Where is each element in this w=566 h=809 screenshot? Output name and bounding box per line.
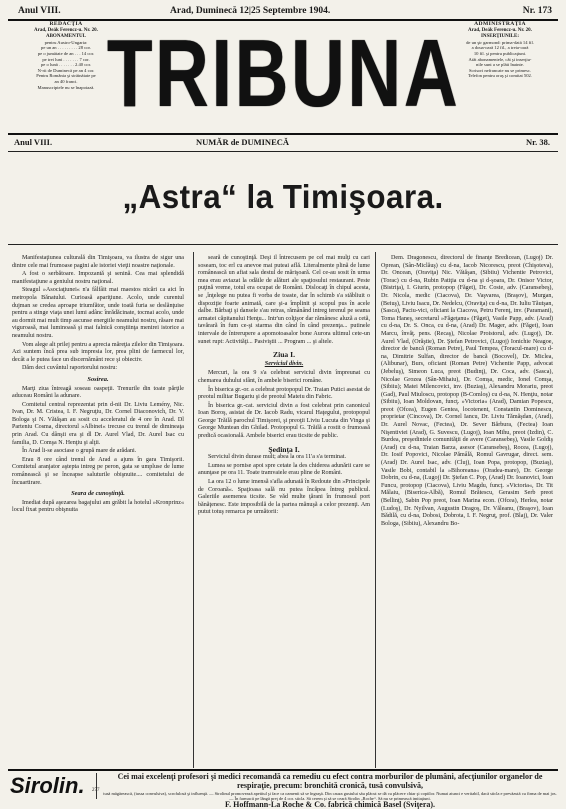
- info-line: an 40 franci.: [54, 78, 78, 84]
- paragraph: În biserica gr.-or. a celebrat protopopul Dr. Traian Putici asestat de preotul militar Bugariu şi de preotul Mateiu din Fabric.: [198, 386, 370, 401]
- edition-year: Anul VIII.: [14, 137, 53, 147]
- paragraph: Comitetul central reprezentat prin d-nii Dr. Liviu Lemény, Nic. Ivan, Dr. M. Cristea, I. F. Negruţiu, Dr. Cornel Diaconovich, Dr. V. Bologa şi N. Vătăşan au sosit cu acceleratul de 4 ore în Arad. Dl Parteniu Cosma, directorul »Albinei« trecuse cu trenul de dimineaţa prin Arad. Cu dânşii era şi dl Dr. Aurel Vlad, Dr. Aurel Isac cu familia, D. Comşa N. Henţiu şi alţii.: [12, 401, 184, 446]
- paragraph: A fost o serbătoare. Impozantă şi senină. Cea mai splendidă manifestaţiune a geniului nostru naţional.: [12, 271, 184, 285]
- info-line: N-rii de Duminecă pe an 4 cor.: [37, 67, 95, 73]
- info-line: a doua-oară 12 fil., a treia-oară: [471, 45, 529, 51]
- paragraph: Imediat după aşezarea bagajului am grăbit la hotelul »Kronprinz« locul fixat pentru obişnuita: [12, 499, 184, 514]
- paragraph: Manifestaţiunea culturală din Timişoara, va ilustra de sigur una dintre cele mai frumoase pagini ale istoriei vieţii noastre naţionale.: [12, 255, 184, 269]
- masthead-dateline: Arad, Duminecă 12|25 Septembre 1904.: [170, 6, 331, 16]
- newspaper-title-text: TRIBUNA: [106, 20, 460, 127]
- paragraph: Vom alege alt prilej pentru a aprecia măreţia zilelor din Timişoara. Azi suntem încă prea sub impresia lor, prea plini de farmecul lor, decât a le putea face un discernământ rece şi obiectiv.: [12, 341, 184, 363]
- paragraph: Marţi ziua întreagă soseau oaspeţii. Trenurile din toate părţile aduceau Români la adunare.: [12, 385, 184, 400]
- masthead-issue: Nr. 173: [522, 6, 552, 16]
- info-line: pe o jumătate de an . . . 14 cor.: [37, 50, 95, 56]
- article-headline: [20, 178, 546, 226]
- section-heading: Şedinţa I.: [268, 444, 300, 454]
- section-heading: Sosirea.: [87, 375, 109, 383]
- headline-rule: [8, 244, 558, 245]
- masthead-rule-bottom: [8, 133, 558, 135]
- article-column-3: [381, 255, 553, 765]
- paragraph: Mercuri, la ora 9 s'a celebrat serviciul divin împreunat cu chemarea duhului sfânt, în ambele biserici române.: [198, 370, 370, 384]
- info-line: pe trei luni . . . . . . . 7 cor.: [42, 56, 90, 62]
- column-divider-1: [193, 252, 194, 768]
- page-number: 277: [92, 788, 100, 793]
- paragraph: Lumea se pornise apoi spre cetate la des chiderea adunării care se anunţase pe ora 11. Toate tramvaiele erau pline de Români.: [198, 462, 370, 477]
- ad-line-1: Cei mai excelenţi profesori şi medici recomandă ca remediu cu efect contra morburilor de plumâni, afecţiunilor organelor de respiraţie, precum: bronchită cronică, tusă convulsivă,: [117, 772, 543, 790]
- info-line: Atât abonamentele, cât şi inserţiu-: [468, 56, 532, 62]
- administration-heading: ADMINISTRAŢIA: [474, 21, 526, 27]
- insertions-lines: [444, 40, 556, 79]
- info-line: nile sunt a se plăti înainte.: [476, 62, 524, 68]
- paragraph: În Arad li-se asociase o grupă mare de arădani.: [22, 448, 137, 455]
- sirolin-advertisement: [8, 772, 558, 809]
- newspaper-title: [106, 18, 460, 130]
- info-line: pentru Austro-Ungaria:: [44, 39, 88, 45]
- ad-manufacturer: F. Hoffmann-La Roche & Co. fabrică chimică Basel (Sviţera).: [224, 799, 436, 809]
- edition-label: NUMĂR de DUMINECĂ: [196, 137, 290, 147]
- section-heading: Serviciul divin.: [264, 359, 304, 367]
- info-line: Manuscriptele nu se înapoiază.: [37, 84, 95, 90]
- info-line: pe un an . . . . . . . . . 28 cor.: [41, 45, 91, 51]
- redaction-heading: REDACŢIA: [49, 21, 83, 27]
- paragraph: În biserica gr.-cat. serviciul divin a fost celebrat prin canonicul Ioan Boroş, asistat de Dr. Iacob Radu, vicarul Haţegului, protopopul George Trăilă parochul Timişorei, şi preoţii Liviu Lucuta din Vinga şi George Muntean din Ghilad. Protopopul G. Trăilă a rostit o frumoasă predică ocasională. Ambele biserici erau ticsite de public.: [198, 402, 370, 440]
- section-heading: Ziua I.: [273, 350, 295, 360]
- ad-rule: [8, 769, 558, 771]
- info-line: Scrisori nefrancate nu se primesc.: [468, 67, 532, 73]
- info-line: 10 fil. şi pentru publicaţiuni.: [473, 50, 527, 56]
- paragraph: Serviciul divin durase mult; abea la ora 11'a s'a terminat.: [208, 454, 347, 461]
- insertions-heading: INSERŢIUNILE:: [480, 34, 520, 40]
- paragraph: Dem. Dragonescu, directorul de finanţe Bredicean, (Lugoj) Dr. Oprean, (Sân-Miclăuş) cu d-na, Iacob Nicorescu, preot (Chişoteva), Dr. Oncean, (Oraviţa) Nic. Vătăşan, (Sibiiu) Vichentie Petrovici, (Torac) cu d-na, Rubin Patiţia cu d-na şi d-şoara, Dr. Onisor Victor, (Bistriţa), I. Giurin, protopop (Făget), Dr. Coste, adv. (Caransebeş), Dr. Nicola, medic (Ciacova), Dr. Vaşvarea, (Braşov), Murgan, (Beiuş), Liviu Isacu, Dr. Nedelcu, (Oraviţa) cu d-na, Dr. Iuliu Tăutşan, (Sasca), Paciu-vici, oficiant la Ciacova, Petru Ferenţ, inv. (Paramani), Toma Haneş, secretarul »Făgeţanu« (Făget), Vasile Papp, adv. (Arad) cu d-na, Dr. S. Onca, cu d-na, (Arad) Dr. Mager, adv. (Făget), Ioan Marcu, învăţ. pens. (Recaş), Nicolae Proistorul, adv. (Lugoj), Dr. Aurel Vlad, (Orăştie), Dr. Ştefan Petrovici, (Lugoj) Ionichie Neagoe, director de bancă (Roman Petre), Paul Tempea, (Toracul-mare) cu d-na, Dimitrie Sulfan, director de bancă (Bocovel), Dr. Miclea, (Alibunar), Burs, oficiant (Roman Petre) Vichentie Papp, advocat (Jebeluş), Simeon Luca, preot (Budinţ), Dr. Coca, adv. (Sasca), Nicolae Grozea (Sân-Mihaiu), Dr. Comşa, medic, Ionel Comşa, (Sibiiu); Matei Milencovici, inv. (Buziaş), Alexandru Morariu, preot (Gad), Paul Miuloscu, protopop (B-Comloş) cu d-na, N. Henţiu, notar (Sibiiu), Ioan Moldovan, funcţ. »Victoria« (Arad), Damian Popescu, preot (Ofcea), Eugen Gentea, locotenent, Constantin Dominescu, proprietar (Cincova), Dr. Cornel Iancu, Dr. Liviu Tămăşdan, (Arad), Dr. Aurel Novac, (Fectea), Dr. Sever Bărbura, (Fectea) Ioan Nişentiviei (Arad), G. Suvescu, (Lugoj), Ioan Mihu, preot (Izdin), C. Burdea, preşedintele comunităţii de avere (Caransebeş), Vasile Goldiş (Arad) cu d-na, Traian Barza, asesor (Caransebeş), Rocea, (Lugoj), Dr. Iosif Popovici, Nicolae Pămâlă, Romul Gavrugar, direct. sem. (Arad) Dr. Aurel Isac, adv. (Cluj), Ioan Popa, protopop, (Buziaş), Vasile Bobi, contabil la »Bihoreana« (Oradea-mare), Dr. George Dobrin, cu d-na, (Lugoj) Dr. Ştefan C. Pop, (Arad) Dr. Ioanovici, Ioan Funcu, protopop (Ciacova), Liviu Magdu, funcţ. »Victoria«, Dr. Tit Mălaiu, (Biserica-Albă), Romul Brătescu, Gerasim Serb preot (Bellinţ), Sabin Pop preot, Ioan Marina econ. (Ofcea), Herlea, notar (Ludoş), Dr. Nyilvan, Augustin Dragoş, Dr. Văleanu, (Braşov), Ioan Bădilă, cu d-na, Dobosi, Dobrota, I. F. Negruţ, prof. (Blaj), Dr. Valer Bologa, (Sibiiu), Alexandru Bo-: [381, 255, 553, 527]
- ad-fine-print: tusă măgărească, (tussa convulsiva), scrofulosă şi influenţă. — Sirolinul promovează apetitul şi face ca oamenii să se îngraşă. Din cauza gustului său plăcut se dă cu plăcere chiar şi copiilor. Numai atunci e veritabil, dacă sticla e prevăzută cu firma de mai jos. — În farmacii pe lângă preţ de 4 cor. sticla. Să cerem şi să se ceară Sirolin „Roche“. Să nu se primească imitaţiuni.: [103, 790, 557, 801]
- masthead-top-line: [10, 6, 556, 18]
- strip-rule: [8, 151, 558, 152]
- paragraph: Erau 8 ore când trenul de Arad a ajuns în gara Timişorii. Comitetul aranjator aştepta intreg pe peron, gata se umpluse de lume românească şi se înceapse saluturile obişnuite.... comitetului de încuartirare.: [12, 456, 184, 486]
- info-line: Telefon pentru oraş şi comitat 502.: [468, 73, 532, 79]
- paragraph: Steagul »Asociaţiunei« n'a fâlfâit mai maestos nicări ca aici în metropola Bănatului. Curioasă apariţiune. Acolo, unde curentul dujman se credea aproape triumfător, unde toată furia se deslănţuise pentru a stinge viaţa unei lumi adânc înrădăcinate, tocmai acolo, unde au dormit mai mult timp ascunse energiile neamului nostru, răsare mai viguroasă, mai luminoasă şi mai falnică conştiinţa menirei istorice a neamului nostru.: [12, 287, 184, 339]
- paragraph: seară de cunoştinţă. Deşi il întrecusem pe cel mai mulţi cu cari soseam, toc erl cu anevoe mai puteai află. Literalmente plină de lume românească un afiat sala destul de mărişoară. Cel ce-au sosit în urma mea erau aviazat la odăile de alături ale spaţiosului restaurant. Peste puţină vreme, totul era ocupat de Români. Dislocaţi în chipul acesta, se ‚înţelege nu putea fi vorba de toaste, dar în schimb s'a stăbliuit o dispoziţie foarte animată, care şi-a împlinit şi scopul pus în acele dalbe. Bărbaţi şi dansele s'au retras, rămânând intreg terenul pe seama armatei căpitanului Henţu... Intr'un colţişor dar rămânesc aluză a cetă, tavărară în fum ce-şi starma din când în când prezenţa... putinele intervale de întrerupere a apomotoasalor bone Aurora ultimul cete-un sunet rupt: Activităţi... Pasiviştii ... Program ... şi altele.: [198, 255, 370, 345]
- info-line: pe o lună . . . . . . . 2.40 cor.: [40, 62, 91, 68]
- info-line: Pentru România şi străinătate pe: [36, 73, 96, 79]
- paragraph: La ora 12 o lume imensă s'afla adunată în Redoute din »Principele de Coroană«. Spaţioasa sală nu putea încăpea întreg publicul. Galeriile asemenea ticsite. Se văd multe ţărani în frumosul port bănăţenesc. Este imposibilă de la partea mănuşă a celor prezenţi. Am putut totuş remarca pe următorii:: [198, 479, 370, 516]
- sirolin-logo: Sirolin.: [10, 773, 85, 798]
- administration-address: Arad, Deák Ferencz-u. Nr. 20.: [468, 27, 532, 33]
- ad-text: [102, 772, 558, 809]
- article-headline-text: „Astra“ la Timişoara.: [122, 178, 444, 215]
- sunday-edition-strip: [10, 137, 556, 149]
- column-divider-2: [375, 252, 376, 768]
- article-column-2: [198, 255, 370, 765]
- ad-divider: [96, 773, 97, 799]
- paragraph: Dăm deci cuvântul raportorului nostru:: [22, 365, 118, 372]
- edition-number: Nr. 38.: [525, 137, 550, 147]
- subscription-heading: ABONAMENTUL: [45, 34, 86, 40]
- article-column-1: [12, 255, 184, 765]
- redaction-box: [10, 22, 122, 132]
- info-line: de un şir garmond: prima-dată 14 fil.: [466, 39, 534, 45]
- masthead-year: Anul VIII.: [18, 6, 61, 16]
- administration-box: [444, 22, 556, 132]
- redaction-address: Arad, Deák Ferencz-u. Nr. 20.: [34, 27, 98, 33]
- section-heading: Seara de cunoştinţă.: [71, 490, 125, 498]
- subscription-lines: [10, 40, 122, 90]
